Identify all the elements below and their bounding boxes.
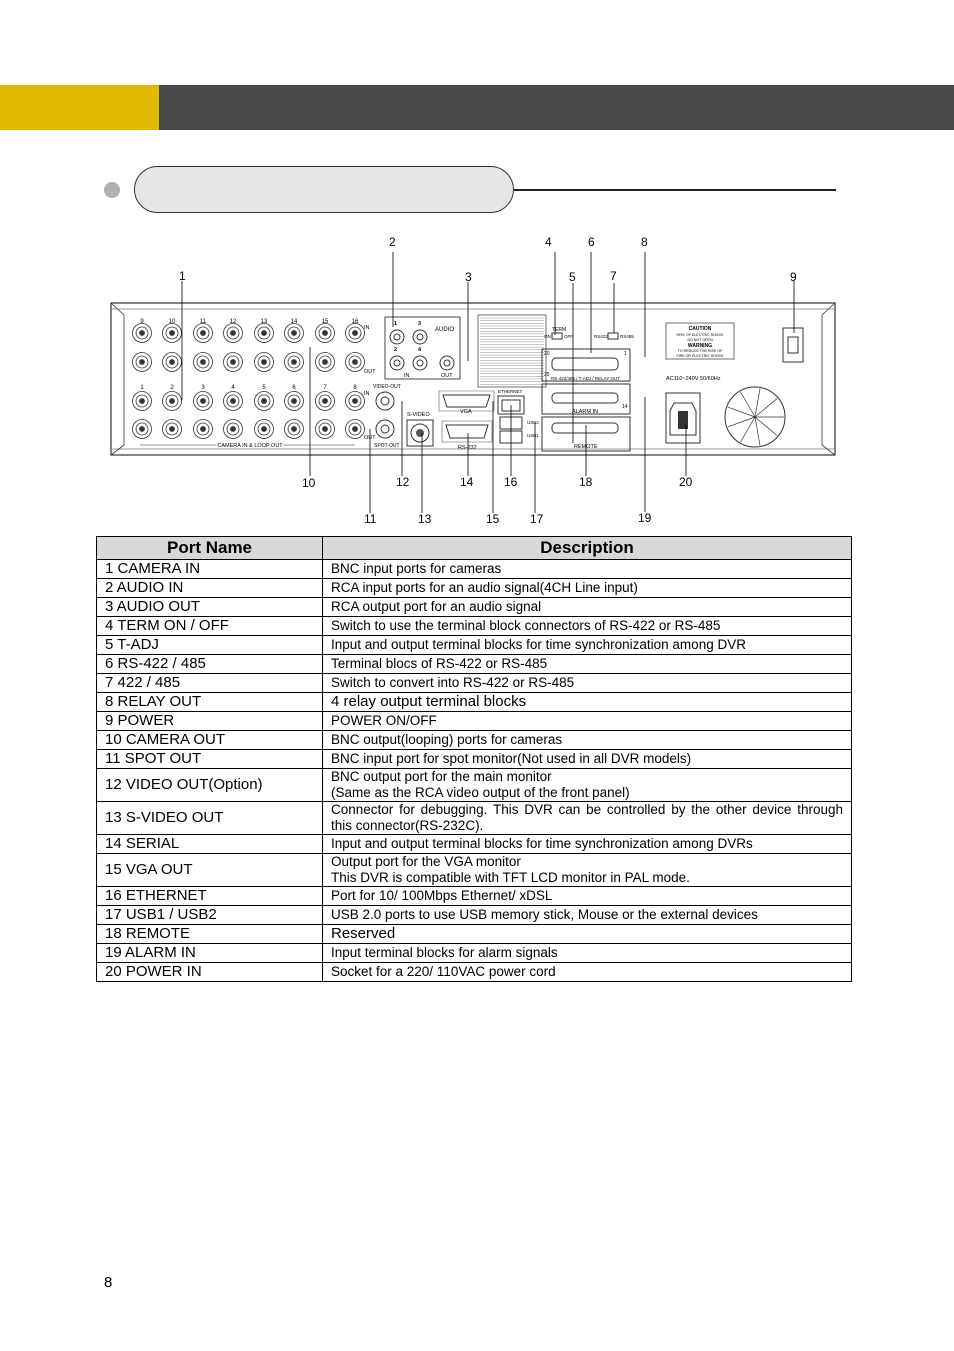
svg-text:CAUTION: CAUTION bbox=[688, 326, 712, 332]
term-label: TERM bbox=[552, 327, 567, 333]
bnc-connector bbox=[140, 360, 145, 365]
section-rule bbox=[514, 189, 836, 191]
usb2-label: USB2 bbox=[527, 420, 539, 425]
callout-12: 12 bbox=[396, 475, 410, 489]
description-line: Port for 10/ 100Mbps Ethernet/ xDSL bbox=[331, 888, 553, 903]
audio-ch: 4 bbox=[418, 347, 422, 353]
s-video-label: S-VIDEO bbox=[407, 412, 430, 418]
port-name-cell: 8 RELAY OUT bbox=[97, 693, 323, 712]
bnc-connector bbox=[262, 399, 267, 404]
description-line: BNC output(looping) ports for cameras bbox=[331, 732, 563, 747]
port-name-cell: 20 POWER IN bbox=[97, 963, 323, 982]
cam-num: 11 bbox=[199, 319, 207, 325]
bnc-connector bbox=[201, 331, 206, 336]
table-row bbox=[97, 636, 852, 655]
svg-text:RISK OF ELECTRIC SHOCK: RISK OF ELECTRIC SHOCK bbox=[676, 333, 724, 337]
table-row bbox=[97, 693, 852, 712]
svg-text:TO REDUCE THE RISK OF: TO REDUCE THE RISK OF bbox=[677, 349, 723, 353]
cam-num: 3 bbox=[201, 385, 205, 391]
cam-num: 1 bbox=[140, 385, 144, 391]
port-table bbox=[96, 536, 852, 982]
description-cell bbox=[323, 835, 852, 854]
port-name-cell: 16 ETHERNET bbox=[97, 887, 323, 906]
port-name-cell: 19 ALARM IN bbox=[97, 944, 323, 963]
table-row bbox=[97, 617, 852, 636]
description-line: POWER ON/OFF bbox=[331, 713, 437, 728]
callout-1: 1 bbox=[179, 269, 186, 283]
svg-text:FIRE OR ELECTRIC SHOCK: FIRE OR ELECTRIC SHOCK bbox=[676, 354, 724, 358]
description-line: BNC input port for spot monitor(Not used in all DVR models) bbox=[331, 751, 692, 766]
bnc-connector bbox=[231, 427, 236, 432]
audio-ch: 1 bbox=[394, 321, 398, 327]
cam-num: 6 bbox=[292, 385, 296, 391]
section-bullet bbox=[104, 182, 120, 198]
table-row bbox=[97, 560, 852, 579]
table-row bbox=[97, 655, 852, 674]
vga-label: VGA bbox=[460, 409, 472, 415]
description-line: Switch to use the terminal block connectors of RS-422 or RS-485 bbox=[331, 618, 721, 633]
bnc-connector bbox=[201, 399, 206, 404]
panel-outline bbox=[111, 303, 835, 455]
header-description: Description bbox=[323, 537, 852, 560]
port-name-cell: 12 VIDEO OUT(Option) bbox=[97, 769, 323, 802]
description-cell bbox=[323, 731, 852, 750]
table-row bbox=[97, 769, 852, 802]
description-line: This DVR is compatible with TFT LCD monitor in PAL mode. bbox=[331, 870, 690, 885]
description-line: BNC output port for the main monitor bbox=[331, 769, 552, 784]
description-line: Switch to convert into RS-422 or RS-485 bbox=[331, 675, 575, 690]
description-cell bbox=[323, 598, 852, 617]
bnc-connector bbox=[170, 399, 175, 404]
description-cell bbox=[323, 906, 852, 925]
table-row bbox=[97, 750, 852, 769]
description-cell bbox=[323, 579, 852, 598]
bnc-connector bbox=[323, 331, 328, 336]
table-row bbox=[97, 835, 852, 854]
description-cell bbox=[323, 693, 852, 712]
cam-num: 10 bbox=[168, 319, 176, 325]
term-on-label: ON bbox=[544, 334, 551, 339]
description-line: Reserved bbox=[331, 925, 396, 942]
usb1-label: USB1 bbox=[527, 433, 539, 438]
description-cell bbox=[323, 655, 852, 674]
bnc-connector bbox=[140, 331, 145, 336]
description-cell bbox=[323, 887, 852, 906]
callout-4: 4 bbox=[545, 235, 552, 249]
cam-num: 7 bbox=[323, 385, 327, 391]
bnc-connector bbox=[170, 360, 175, 365]
alarm-in-label: ALARM IN bbox=[572, 409, 598, 415]
callout-10: 10 bbox=[302, 476, 316, 490]
term-off-label: OFF bbox=[564, 334, 573, 339]
port-name-cell: 3 AUDIO OUT bbox=[97, 598, 323, 617]
port-name-cell: 1 CAMERA IN bbox=[97, 560, 323, 579]
description-cell bbox=[323, 712, 852, 731]
bnc-connector bbox=[292, 399, 297, 404]
table-row bbox=[97, 802, 852, 835]
callout-16: 16 bbox=[504, 475, 518, 489]
callout-8: 8 bbox=[641, 235, 648, 249]
callout-2: 2 bbox=[389, 235, 396, 249]
bnc-connector bbox=[323, 399, 328, 404]
section-title-pill bbox=[134, 166, 514, 213]
cam-num: 16 bbox=[351, 319, 359, 325]
audio-ch: 3 bbox=[418, 321, 422, 327]
port-name-cell: 17 USB1 / USB2 bbox=[97, 906, 323, 925]
description-cell bbox=[323, 750, 852, 769]
description-line: Input and output terminal blocks for time synchronization among DVRs bbox=[331, 836, 753, 851]
svg-text:DO NOT OPEN: DO NOT OPEN bbox=[687, 338, 713, 342]
rear-panel-diagram bbox=[100, 225, 845, 530]
bnc-connector bbox=[231, 331, 236, 336]
callout-15: 15 bbox=[486, 512, 500, 526]
bnc-connector bbox=[231, 360, 236, 365]
callout-13: 13 bbox=[418, 512, 432, 526]
bnc-connector bbox=[201, 360, 206, 365]
bnc-connector bbox=[262, 360, 267, 365]
callout-20: 20 bbox=[679, 475, 693, 489]
cam-num: 8 bbox=[353, 385, 357, 391]
description-cell bbox=[323, 674, 852, 693]
port-name-cell: 4 TERM ON / OFF bbox=[97, 617, 323, 636]
bnc-connector bbox=[262, 331, 267, 336]
description-line: Input terminal blocks for alarm signals bbox=[331, 945, 558, 960]
description-cell bbox=[323, 560, 852, 579]
cam-num: 2 bbox=[170, 385, 174, 391]
table-header-row bbox=[97, 537, 852, 560]
bnc-connector bbox=[231, 399, 236, 404]
table-row bbox=[97, 598, 852, 617]
callout-14: 14 bbox=[460, 475, 474, 489]
header-bar bbox=[159, 85, 954, 130]
description-line: (Same as the RCA video output of the front panel) bbox=[331, 785, 630, 800]
table-row bbox=[97, 906, 852, 925]
header-port-name: Port Name bbox=[97, 537, 323, 560]
description-line: RCA input ports for an audio signal(4CH Line input) bbox=[331, 580, 638, 595]
table-row bbox=[97, 925, 852, 944]
callout-7: 7 bbox=[610, 269, 617, 283]
audio-in-label: IN bbox=[404, 373, 410, 379]
description-cell bbox=[323, 925, 852, 944]
bnc-connector bbox=[292, 427, 297, 432]
in-label: IN bbox=[364, 391, 370, 397]
rs422-label: RS422 bbox=[594, 334, 608, 339]
description-line: 4 relay output terminal blocks bbox=[331, 693, 527, 710]
description-line: Socket for a 220/ 110VAC power cord bbox=[331, 964, 556, 979]
description-line: BNC input ports for cameras bbox=[331, 561, 502, 576]
relay-block-label: RS-422/485 / T-ADJ / RELAY OUT bbox=[551, 376, 621, 381]
port-name-cell: 7 422 / 485 bbox=[97, 674, 323, 693]
bnc-connector bbox=[353, 331, 358, 336]
ac-rating-label: AC110~240V 50/60Hz bbox=[666, 376, 721, 382]
port-name-cell: 5 T-ADJ bbox=[97, 636, 323, 655]
callout-9: 9 bbox=[790, 270, 797, 284]
bnc-connector bbox=[323, 427, 328, 432]
cam-num: 14 bbox=[290, 319, 298, 325]
port-name-cell: 15 VGA OUT bbox=[97, 854, 323, 887]
port-name-cell: 2 AUDIO IN bbox=[97, 579, 323, 598]
callout-17: 17 bbox=[530, 512, 544, 526]
bnc-connector bbox=[353, 399, 358, 404]
pin-25-label: 25 bbox=[544, 372, 550, 378]
description-cell bbox=[323, 854, 852, 887]
table-row bbox=[97, 854, 852, 887]
out-label: OUT bbox=[364, 369, 376, 375]
cam-num: 12 bbox=[229, 319, 237, 325]
spot-out-label: SPOT-OUT bbox=[374, 443, 400, 449]
cam-num: 5 bbox=[262, 385, 266, 391]
remote-label: REMOTE bbox=[574, 444, 598, 450]
callout-6: 6 bbox=[588, 235, 595, 249]
rs485-label: RS485 bbox=[620, 334, 634, 339]
description-cell bbox=[323, 636, 852, 655]
port-name-cell: 18 REMOTE bbox=[97, 925, 323, 944]
port-name-cell: 13 S-VIDEO OUT bbox=[97, 802, 323, 835]
bnc-connector bbox=[140, 399, 145, 404]
bnc-connector bbox=[170, 427, 175, 432]
callout-18: 18 bbox=[579, 475, 593, 489]
ethernet-label: ETHERNET bbox=[498, 389, 523, 394]
audio-label: AUDIO bbox=[435, 327, 455, 333]
page-number: 8 bbox=[104, 1274, 113, 1291]
in-label: IN bbox=[364, 325, 370, 331]
header-accent-bar bbox=[0, 85, 159, 130]
rs232-label: RS-232 bbox=[458, 445, 477, 451]
bnc-connector bbox=[170, 331, 175, 336]
pin-1-label: 1 bbox=[624, 351, 627, 357]
description-line: Input and output terminal blocks for time synchronization among DVR bbox=[331, 637, 746, 652]
bnc-connector bbox=[201, 427, 206, 432]
table-row bbox=[97, 944, 852, 963]
description-cell bbox=[323, 617, 852, 636]
description-line: Output port for the VGA monitor bbox=[331, 854, 521, 869]
callout-3: 3 bbox=[465, 270, 472, 284]
port-name-cell: 9 POWER bbox=[97, 712, 323, 731]
description-cell bbox=[323, 802, 852, 835]
bnc-connector bbox=[140, 427, 145, 432]
table-row bbox=[97, 712, 852, 731]
description-cell bbox=[323, 769, 852, 802]
camera-in-loop-out-label: CAMERA IN & LOOP OUT bbox=[217, 443, 283, 449]
callout-11: 11 bbox=[364, 512, 377, 526]
description-line: Terminal blocs of RS-422 or RS-485 bbox=[331, 656, 548, 671]
cam-num: 9 bbox=[140, 319, 144, 325]
bnc-connector bbox=[262, 427, 267, 432]
port-name-cell: 6 RS-422 / 485 bbox=[97, 655, 323, 674]
video-out-label: VIDEO-OUT bbox=[373, 384, 401, 390]
audio-ch: 2 bbox=[394, 347, 398, 353]
table-row bbox=[97, 887, 852, 906]
table-row bbox=[97, 674, 852, 693]
table-row bbox=[97, 731, 852, 750]
description-line: RCA output port for an audio signal bbox=[331, 599, 542, 614]
audio-out-label: OUT bbox=[441, 373, 453, 379]
bnc-connector bbox=[353, 427, 358, 432]
port-name-cell: 14 SERIAL bbox=[97, 835, 323, 854]
bnc-connector bbox=[353, 360, 358, 365]
pin-20-label: 20 bbox=[544, 351, 550, 357]
bnc-connector bbox=[292, 360, 297, 365]
cam-num: 15 bbox=[321, 319, 329, 325]
table-row bbox=[97, 963, 852, 982]
description-cell bbox=[323, 963, 852, 982]
description-cell bbox=[323, 944, 852, 963]
out-label: OUT bbox=[364, 435, 376, 441]
port-name-cell: 11 SPOT OUT bbox=[97, 750, 323, 769]
bnc-connector bbox=[292, 331, 297, 336]
description-line: USB 2.0 ports to use USB memory stick, Mouse or the external devices bbox=[331, 907, 758, 922]
description-line: Connector for debugging. This DVR can be controlled by the other device through this connector(RS-232C). bbox=[331, 802, 843, 833]
port-name-cell: 10 CAMERA OUT bbox=[97, 731, 323, 750]
table-row bbox=[97, 579, 852, 598]
cam-num: 13 bbox=[260, 319, 268, 325]
pin-14-label: 14 bbox=[622, 404, 628, 410]
callout-19: 19 bbox=[638, 511, 652, 525]
cam-num: 4 bbox=[231, 385, 235, 391]
callout-5: 5 bbox=[569, 270, 576, 284]
bnc-connector bbox=[323, 360, 328, 365]
svg-text:WARNING: WARNING bbox=[687, 343, 713, 349]
